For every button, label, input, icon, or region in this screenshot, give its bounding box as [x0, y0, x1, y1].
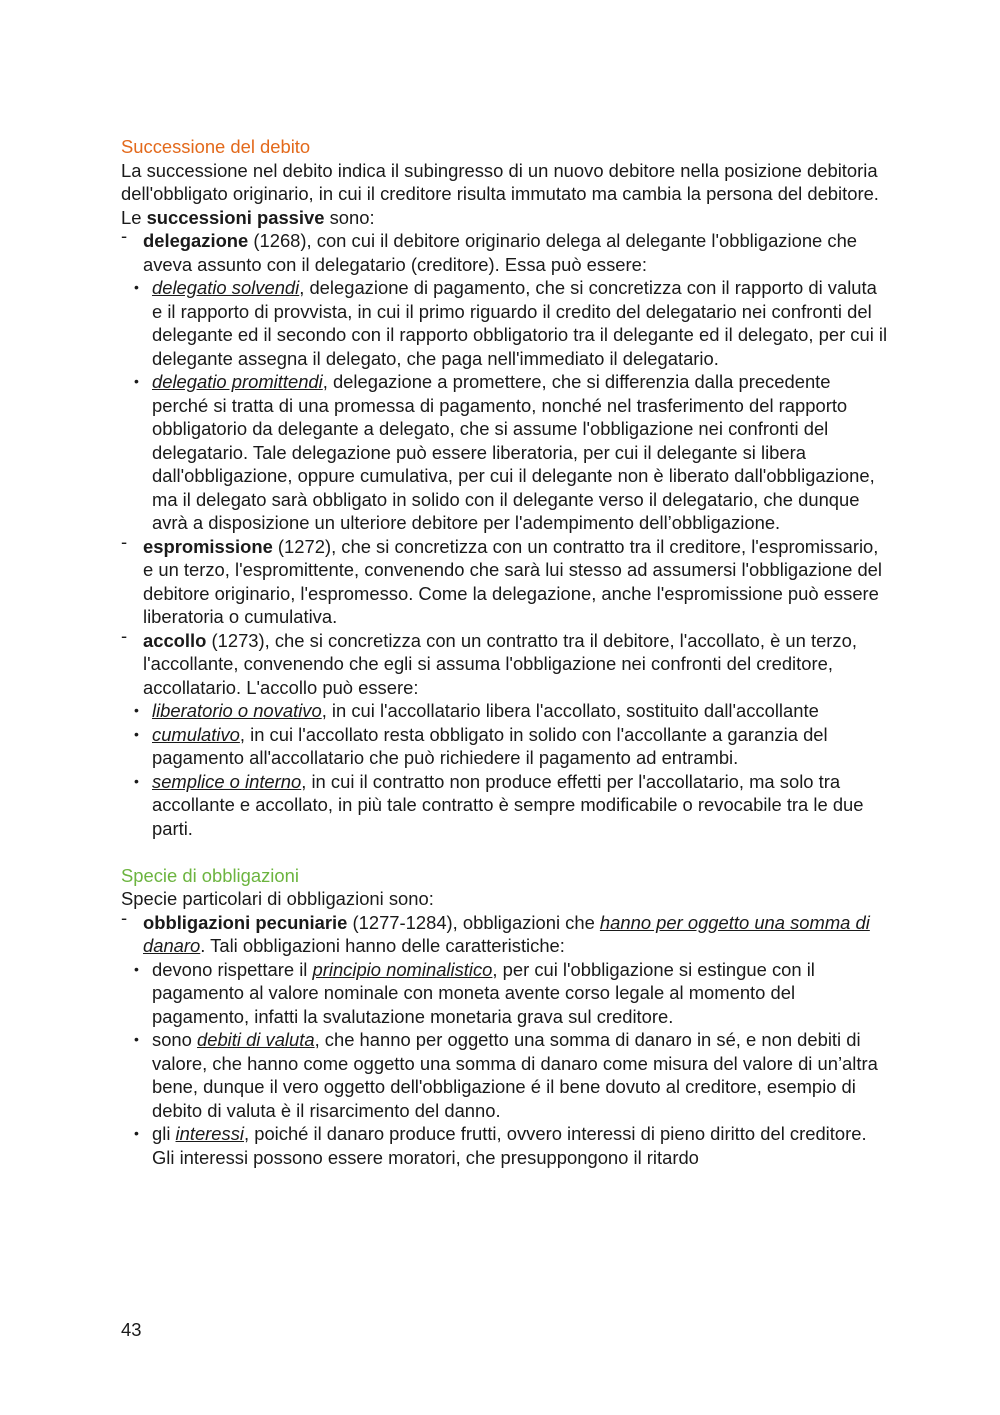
- bullet-marker: •: [134, 702, 139, 718]
- list-subitem-principio-nominalistico: • devono rispettare il principio nominalistico, per cui l'obbligazione si estingue con il pagamento al valore nominale con moneta avente corso legale al momento del pagamento, infatti la svalutazione monetaria grava sul creditore.: [134, 958, 815, 1027]
- paragraph-lead: Le successioni passive sono:: [121, 206, 375, 228]
- list-subitem-delegatio-promittendi: • delegatio promittendi, delegazione a promettere, che si differenzia dalla precedente perché si tratta di una promessa di pagamento, nonché nel trasferimento del rapporto obbligatorio da delegante a delegato, che si assume l'obbligazione nei confronti del delegatario. Tale delegazione può essere liberatoria, per cui il delegante si libera dall'obbligazione, oppure cumulativa, per cui il delegante non è liberato dall'obbligazione, ma il delegato sarà obbligato in solido con il delegante verso il delegatario, che dunque avrà a disposizione un ulteriore debitore per l'adempimento dell’obbligazione.: [134, 371, 875, 533]
- list-subitem-semplice: • semplice o interno, in cui il contratto non produce effetti per l'accollatario, ma solo tra accollante e accollato, in più tale contratto è sempre modificabile o revocabile tra le due parti.: [134, 770, 864, 839]
- document-body: [121, 135, 891, 1169]
- dash-marker: -: [121, 530, 128, 552]
- paragraph-intro: La successione nel debito indica il subingresso di un nuovo debitore nella posizione debitoria dell'obbligato originario, in cui il creditore risulta immutato ma cambia la persona del debitore.: [121, 159, 879, 204]
- dash-marker: -: [121, 906, 128, 928]
- dash-marker: -: [121, 225, 128, 246]
- bullet-marker: •: [134, 960, 139, 977]
- bullet-marker: •: [134, 1031, 139, 1047]
- bullet-marker: •: [134, 725, 139, 742]
- bullet-marker: •: [134, 279, 139, 295]
- list-subitem-interessi: • gli interessi, poiché il danaro produce frutti, ovvero interessi di pieno diritto del creditore. Gli interessi possono essere moratori, che presuppongono il ritardo: [134, 1123, 867, 1168]
- list-item-espromissione: - espromissione (1272), che si concretizza con un contratto tra il creditore, l'espromissario, e un terzo, l'espromittente, convenendo che sarà lui stesso ad assumersi l'obbligazione del debitore originario, l'espromesso. Come la delegazione, anche l'espromissione può essere liberatoria o cumulativa.: [121, 530, 882, 627]
- list-subitem-liberatorio: • liberatorio o novativo, in cui l'accollatario libera l'accollato, sostituito dall'accollante: [134, 700, 819, 721]
- list-item-obbligazioni-pecuniarie: - obbligazioni pecuniarie (1277-1284), obbligazioni che hanno per oggetto una somma di danaro. Tali obbligazioni hanno delle caratteristiche:: [121, 906, 870, 956]
- section-spacer: [121, 840, 891, 864]
- page-number: 43: [121, 1319, 142, 1340]
- section-heading-successione: Successione del debito: [121, 136, 311, 157]
- bullet-marker: •: [134, 1125, 139, 1141]
- section-heading-specie: Specie di obbligazioni: [121, 864, 299, 886]
- bullet-marker: •: [134, 373, 139, 389]
- list-subitem-debiti-di-valuta: • sono debiti di valuta, che hanno per oggetto una somma di danaro in sé, e non debiti di valore, che hanno come oggetto una somma di danaro come misura del valore di un’altra bene, dunque il vero oggetto dell'obbligazione é il bene dovuto al creditore, esempio di debito di valuta è il risarcimento del danno.: [134, 1029, 878, 1121]
- dash-marker: -: [121, 624, 128, 646]
- paragraph-specie-intro: Specie particolari di obbligazioni sono:: [121, 888, 434, 909]
- list-subitem-cumulativo: • cumulativo, in cui l'accollato resta obbligato in solido con l'accollante a garanzia del pagamento all'accollatario che può richiedere il pagamento ad entrambi.: [134, 723, 828, 768]
- bullet-marker: •: [134, 772, 139, 789]
- list-subitem-delegatio-solvendi: • delegatio solvendi, delegazione di pagamento, che si concretizza con il rapporto di valuta e il rapporto di provvista, in cui il primo riguardo il credito del delegatario nei confronti del delegante ed il secondo con il rapporto obbligatorio tra il delegante ed il delegato, per cui il delegante assegna il delegato, che paga nell'immediato il delegatario.: [134, 277, 888, 369]
- list-item-delegazione: - delegazione (1268), con cui il debitore originario delega al delegante l'obbligazione che aveva assunto con il delegatario (creditore). Essa può essere:: [121, 225, 858, 275]
- list-item-accollo: - accollo (1273), che si concretizza con un contratto tra il debitore, l'accollato, è un terzo, l'accollante, convenendo che egli si assuma l'obbligazione nei confronti del creditore, accollatario. L'accollo può essere:: [121, 624, 857, 698]
